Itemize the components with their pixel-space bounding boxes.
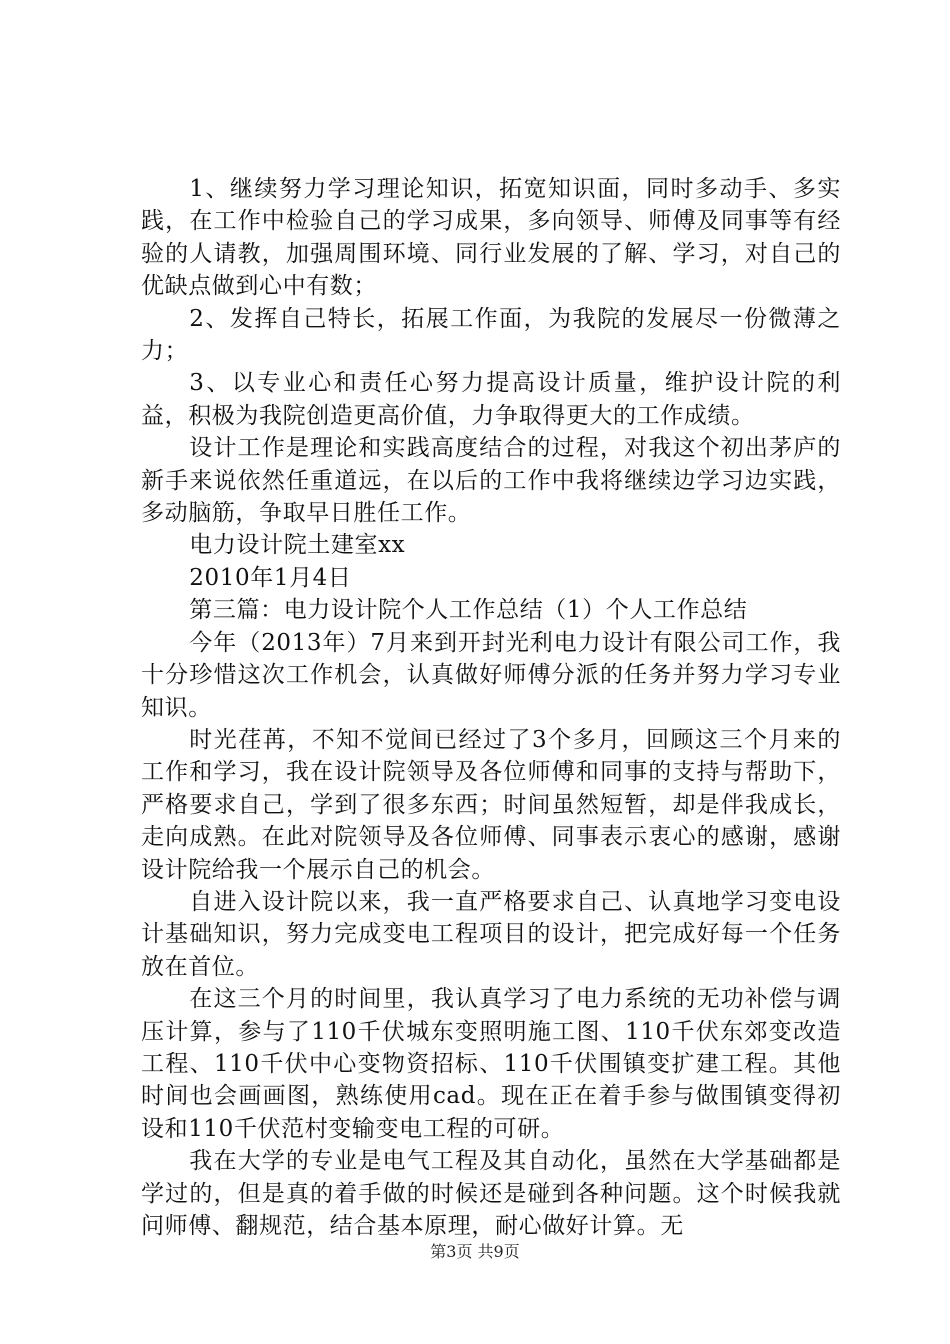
paragraph-item-1: 1、继续努力学习理论知识，拓宽知识面，同时多动手、多实践，在工作中检验自己的学习成果，多向领导、师傅及同事等有经验的人请教，加强周围环境、同行业发展的了解、学习，对自己的优缺点做到心中有数； bbox=[141, 176, 841, 300]
page-footer bbox=[0, 1242, 950, 1262]
paragraph-three-months: 在这三个月的时间里，我认真学习了电力系统的无功补偿与调压计算，参与了110千伏城东变照明施工图、110千伏东郊变改造工程、110千伏中心变物资招标、110千伏围镇变扩建工程。其他时间也会画画图，熟练使用cad。现在正在着手参与做围镇变得初设和110千伏范村变输变电工程的可研。 bbox=[141, 986, 841, 1142]
section-heading: 第三篇：电力设计院个人工作总结（1）个人工作总结 bbox=[189, 597, 748, 624]
paragraph-intro: 今年（2013年）7月来到开封光利电力设计有限公司工作，我十分珍惜这次工作机会，认真做好师傅分派的任务并努力学习专业知识。 bbox=[141, 629, 841, 721]
page-total: 共9页 bbox=[477, 1242, 520, 1261]
paragraph-item-3: 3、以专业心和责任心努力提高设计质量，维护设计院的利益，积极为我院创造更高价值，力争取得更大的工作成绩。 bbox=[141, 370, 841, 429]
signature-department: 电力设计院土建室xx bbox=[189, 532, 406, 559]
document-body bbox=[141, 173, 841, 1242]
signature-date: 2010年1月4日 bbox=[189, 564, 352, 591]
paragraph-university: 我在大学的专业是电气工程及其自动化，虽然在大学基础都是学过的，但是真的着手做的时候还是碰到各种问题。这个时候我就问师傅、翻规范，结合基本原理，耐心做好计算。无 bbox=[141, 1148, 841, 1239]
paragraph-design-work: 设计工作是理论和实践高度结合的过程，对我这个初出茅庐的新手来说依然任重道远，在以后的工作中我将继续边学习边实践，多动脑筋，争取早日胜任工作。 bbox=[141, 435, 841, 527]
paragraph-since-joining: 自进入设计院以来，我一直严格要求自己、认真地学习变电设计基础知识，努力完成变电工程项目的设计，把完成好每一个任务放在首位。 bbox=[141, 888, 841, 980]
page-number: 第3页 bbox=[430, 1242, 473, 1261]
paragraph-item-2: 2、发挥自己特长，拓展工作面，为我院的发展尽一份微薄之力； bbox=[141, 305, 841, 365]
paragraph-time: 时光荏苒，不知不觉间已经过了3个多月，回顾这三个月来的工作和学习，我在设计院领导及各位师傅和同事的支持与帮助下，严格要求自己，学到了很多东西；时间虽然短暂，却是伴我成长，走向成熟。在此对院领导及各位师傅、同事表示衷心的感谢，感谢设计院给我一个展示自己的机会。 bbox=[141, 726, 841, 883]
